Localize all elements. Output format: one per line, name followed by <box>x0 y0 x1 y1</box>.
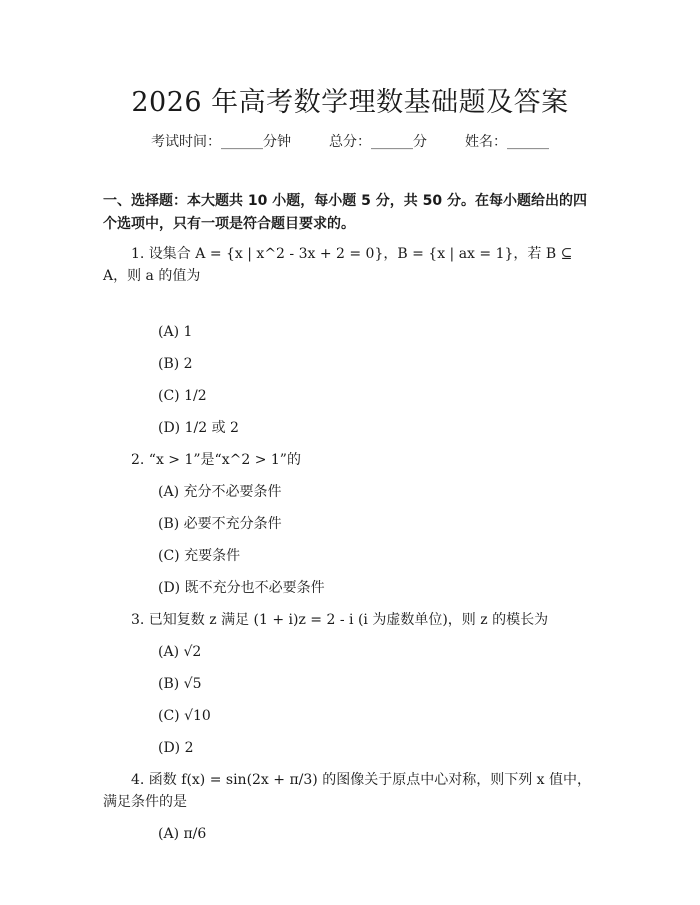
question-3-option-a: (A) √2 <box>158 644 202 660</box>
question-1 <box>103 243 600 287</box>
question-4-option-a: (A) π/6 <box>158 826 207 842</box>
question-2-stem: 2. “x > 1”是“x^2 > 1”的 <box>131 452 301 468</box>
exam-meta <box>0 131 700 151</box>
exam-time-field: 考试时间：______分钟 <box>151 134 291 150</box>
question-1-stem: 1. 设集合 A = {x | x^2 - 3x + 2 = 0}，B = {x | ax = 1}，若 B ⊆ A，则 a 的值为 <box>103 246 573 284</box>
total-score-field: 总分：______分 <box>329 134 427 150</box>
question-3-option-c: (C) √10 <box>158 708 211 724</box>
question-1-option-d: (D) 1/2 或 2 <box>158 420 239 436</box>
question-2-option-d: (D) 既不充分也不必要条件 <box>158 580 325 596</box>
question-1-option-a: (A) 1 <box>158 324 193 340</box>
question-3-stem: 3. 已知复数 z 满足 (1 + i)z = 2 - i (i 为虚数单位)，则 z 的模长为 <box>131 612 549 628</box>
question-4 <box>103 769 600 813</box>
question-1-option-c: (C) 1/2 <box>158 388 207 404</box>
question-3-option-d: (D) 2 <box>158 740 194 756</box>
question-2-option-a: (A) 充分不必要条件 <box>158 484 282 500</box>
question-3 <box>103 609 600 631</box>
question-2-option-b: (B) 必要不充分条件 <box>158 516 282 532</box>
question-2-option-c: (C) 充要条件 <box>158 548 241 564</box>
section-header: 一、选择题：本大题共 10 小题，每小题 5 分，共 50 分。在每小题给出的四个选项中，只有一项是符合题目要求的。 <box>103 193 587 232</box>
question-3-option-b: (B) √5 <box>158 676 202 692</box>
question-4-stem: 4. 函数 f(x) = sin(2x + π/3) 的图像关于原点中心对称，则下列 x 值中，满足条件的是 <box>103 772 591 810</box>
page-title: 2026 年高考数学理数基础题及答案 <box>131 87 569 118</box>
question-1-option-b: (B) 2 <box>158 356 193 372</box>
question-2 <box>103 449 600 471</box>
student-name-field: 姓名：______ <box>465 134 549 150</box>
